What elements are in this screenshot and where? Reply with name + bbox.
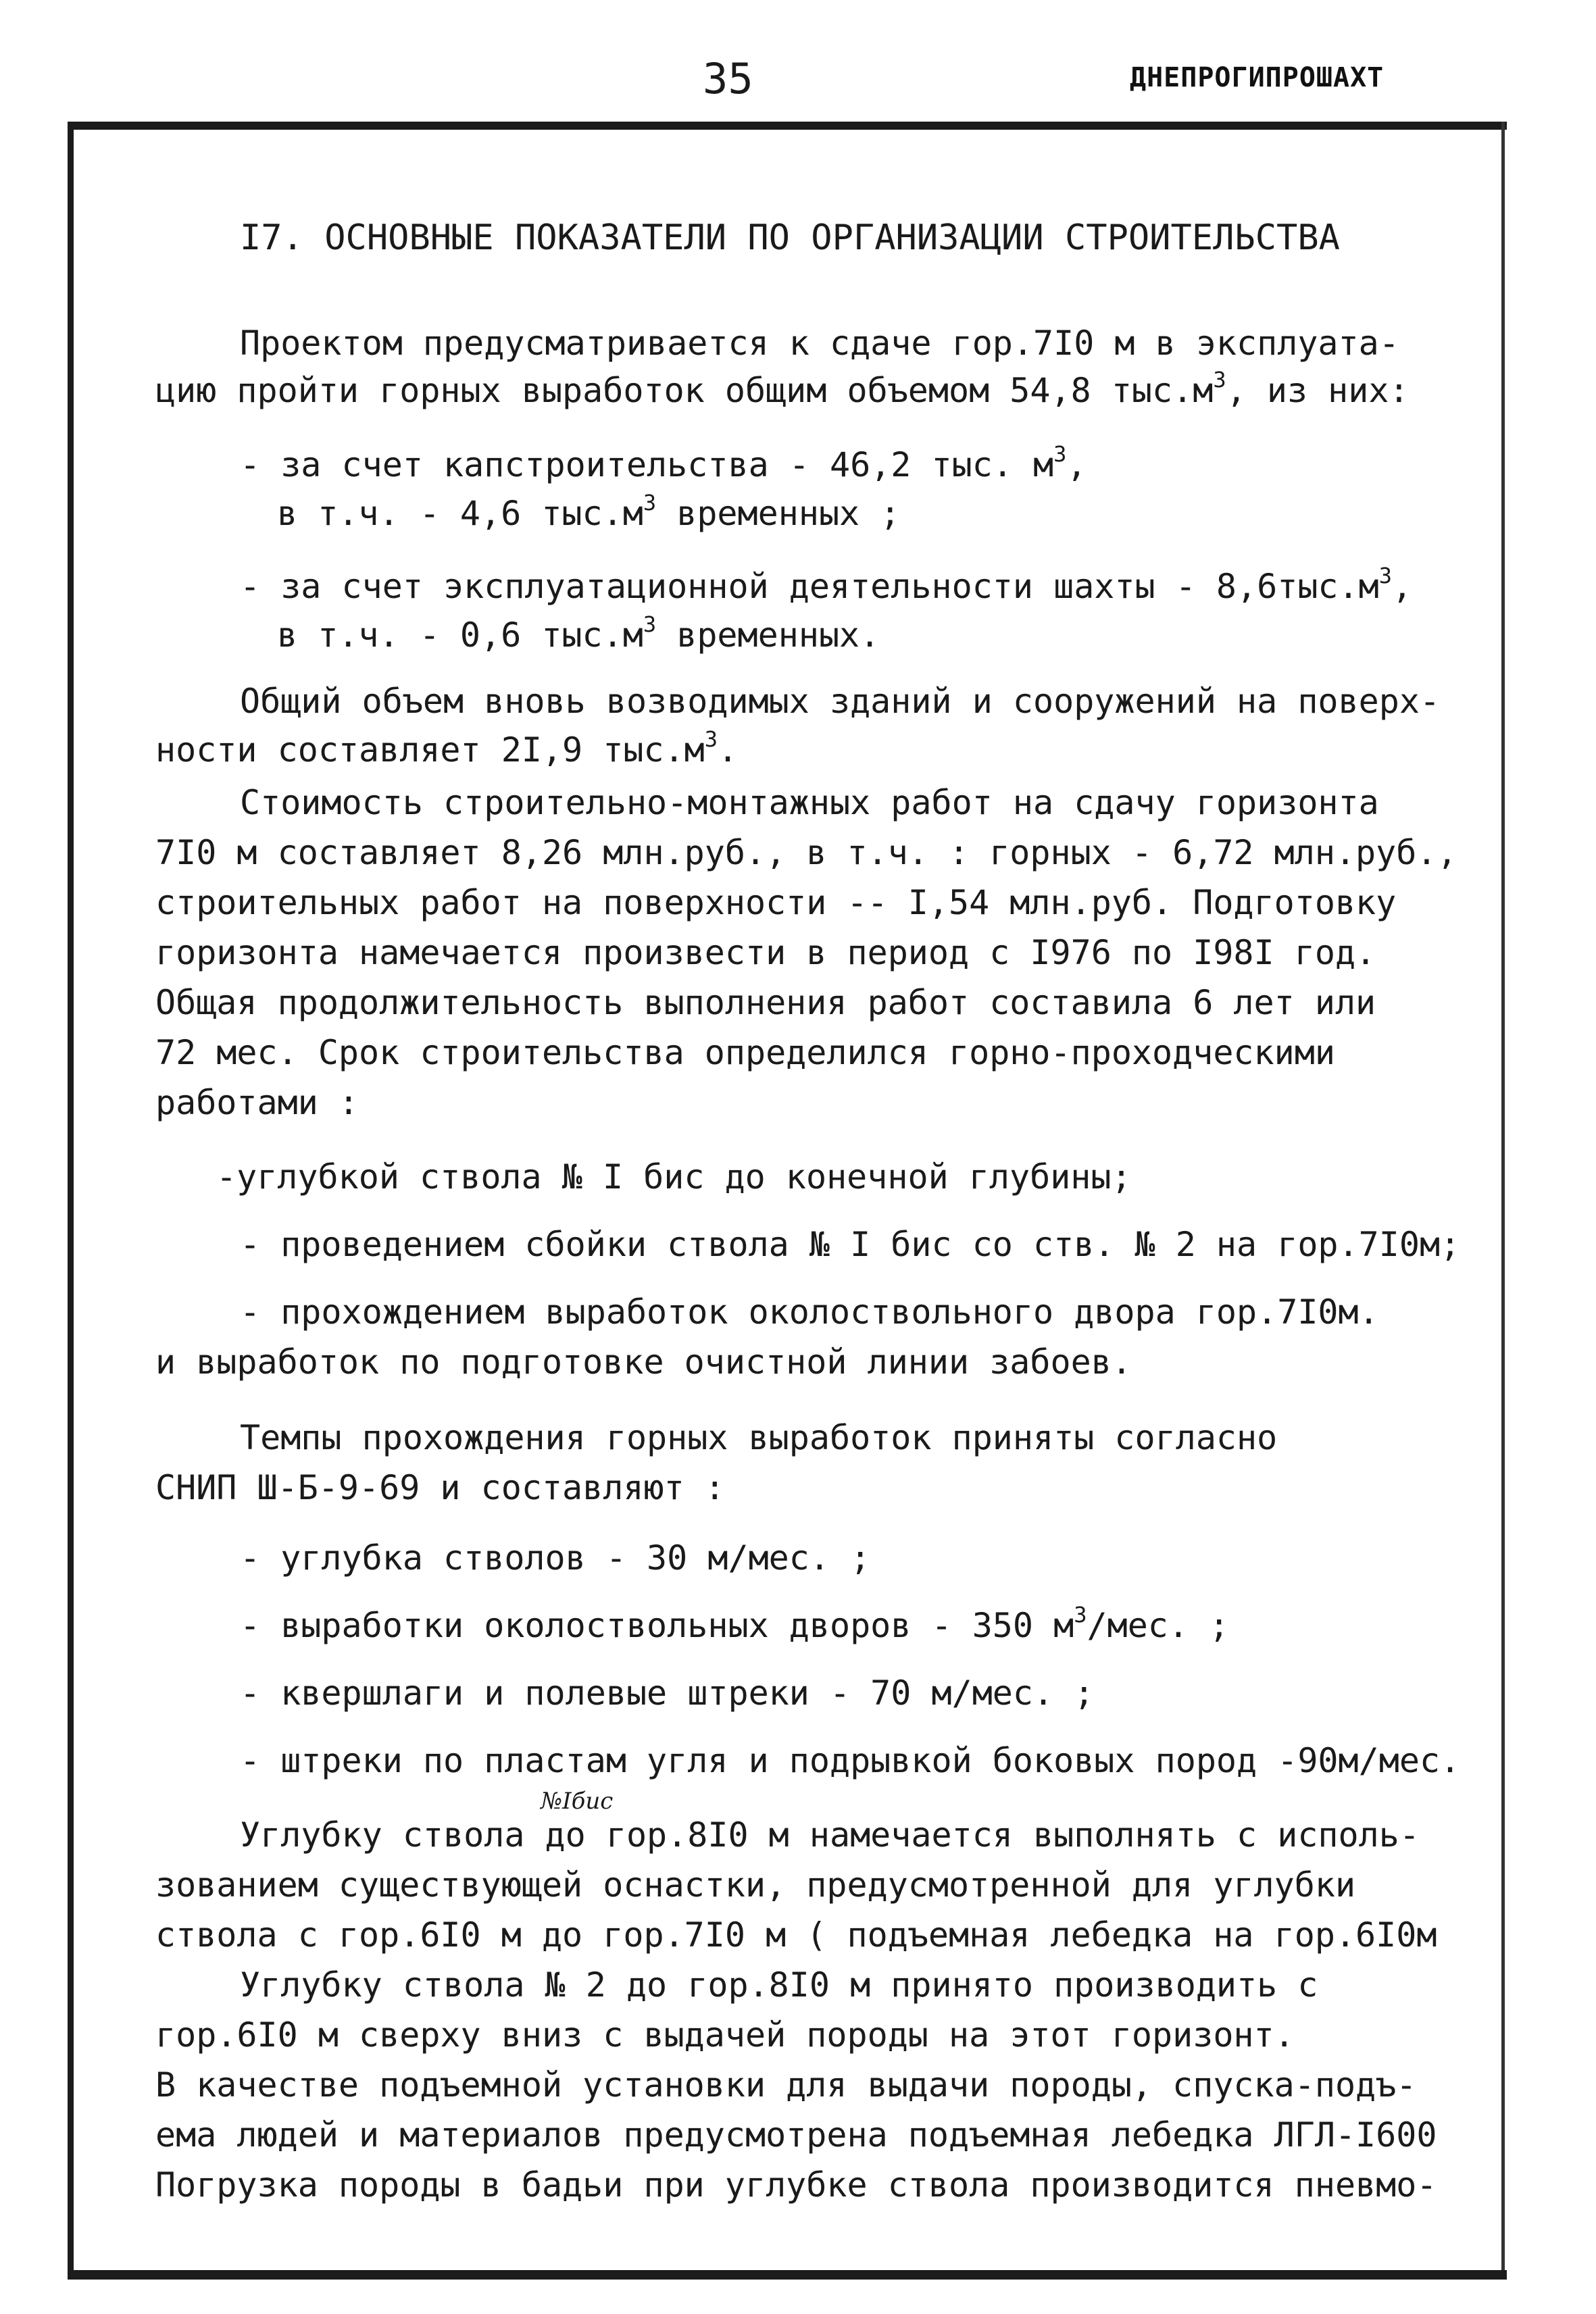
organization-stamp: ДНЕПРОГИПРОШАХТ [1130,62,1385,93]
rates-intro-line-1: Темпы прохождения горных выработок приняты согласно [240,1418,1278,1457]
page-number: 35 [703,54,753,103]
cost-line-3: строительных работ на поверхности -- I,54 млн.руб. Подготовку [155,883,1397,922]
closing-line-6: В качестве подъемной установки для выдачи породы, спуска-подъ- [155,2065,1417,2105]
works-item-3: - прохождением выработок околоствольного двора гор.7I0м. [240,1292,1379,1332]
operations-temp-line: в т.ч. - 0,6 $тыс.м^3$ временных. [277,611,880,655]
works-item-2: - проведением сбойки ствола № I бис со ств. № 2 на гор.7I0м; [240,1225,1461,1264]
cost-line-5: Общая продолжительность выполнения работ составила 6 лет или [155,983,1376,1022]
handwritten-note: №Iбис [541,1788,614,1815]
frame-border-right [1501,122,1505,2278]
cost-line-7: работами : [155,1083,359,1122]
frame-border-top [68,122,1507,130]
rates-intro-line-2: СНИП Ш-Б-9-69 и составляют : [155,1468,725,1507]
cost-line-6: 72 мес. Срок строительства определился горно-проходческими [155,1033,1335,1072]
closing-line-3: ствола с гор.6I0 м до гор.7I0 м ( подъемная лебедка на гор.6I0м [155,1915,1437,1955]
frame-border-left [68,122,74,2278]
rate-item-crosscuts: - квершлаги и полевые штреки - 70 м/мес. ; [240,1674,1095,1713]
closing-line-4: Углубку ствола № 2 до гор.8I0 м принято производить с [240,1965,1318,2005]
frame-border-bottom [68,2270,1507,2280]
cost-line-2: 7I0 м составляет 8,26 млн.руб., в т.ч. : горных - 6,72 млн.руб., [155,833,1457,872]
rate-item-seam-drifts: - штреки по пластам угля и подрывкой боковых пород -90м/мес. [240,1741,1461,1780]
surface-volume-line-1: Общий объем вновь возводимых зданий и сооружений на поверх- [240,682,1441,721]
intro-line-2: цию пройти горных выработок общим объемом 54,8 $тыс.м^3$, из них: [155,367,1410,410]
works-item-3-continuation: и выработок по подготовке очистной линии забоев. [155,1342,1132,1382]
closing-line-8: Погрузка породы в бадьи при углубке ствола производится пневмо- [155,2165,1437,2205]
cost-line-4: горизонта намечается произвести в период с I976 по I98I год. [155,933,1376,972]
closing-line-7: ема людей и материалов предусмотрена подъемная лебедка ЛГЛ-I600 [155,2115,1437,2155]
cost-line-1: Стоимость строительно-монтажных работ на сдачу горизонта [240,783,1379,822]
closing-line-1: Углубку ствола до гор.8I0 м намечается выполнять с исполь- [240,1815,1420,1855]
operations-line: - за счет эксплуатационной деятельности шахты - $8,6тыс.м^3$, [240,563,1413,606]
surface-volume-line-2: ности составляет 2I,9 $тыс.м^3$. [155,726,739,770]
rate-item-yards: - выработки околоствольных дворов - 350 $м^3$/мес. ; [240,1602,1230,1645]
works-item-1: -углубкой ствола № I бис до конечной глубины; [216,1157,1132,1197]
capital-construction-line: - за счет капстроительства - 46,2 тыс. $м^3$, [240,441,1087,484]
closing-line-2: зованием существующей оснастки, предусмотренной для углубки [155,1865,1356,1905]
rate-item-shafts: - углубка стволов - 30 м/мес. ; [240,1538,871,1578]
intro-line-1: Проектом предусматривается к сдаче гор.7I0 м в эксплуата- [240,324,1399,363]
section-heading: I7. ОСНОВНЫЕ ПОКАЗАТЕЛИ ПО ОРГАНИЗАЦИИ СТРОИТЕЛЬСТВА [240,218,1340,258]
capital-construction-temp-line: в т.ч. - 4,6 $тыс.м^3$ временных ; [277,490,901,533]
closing-line-5: гор.6I0 м сверху вниз с выдачей породы на этот горизонт. [155,2015,1295,2055]
